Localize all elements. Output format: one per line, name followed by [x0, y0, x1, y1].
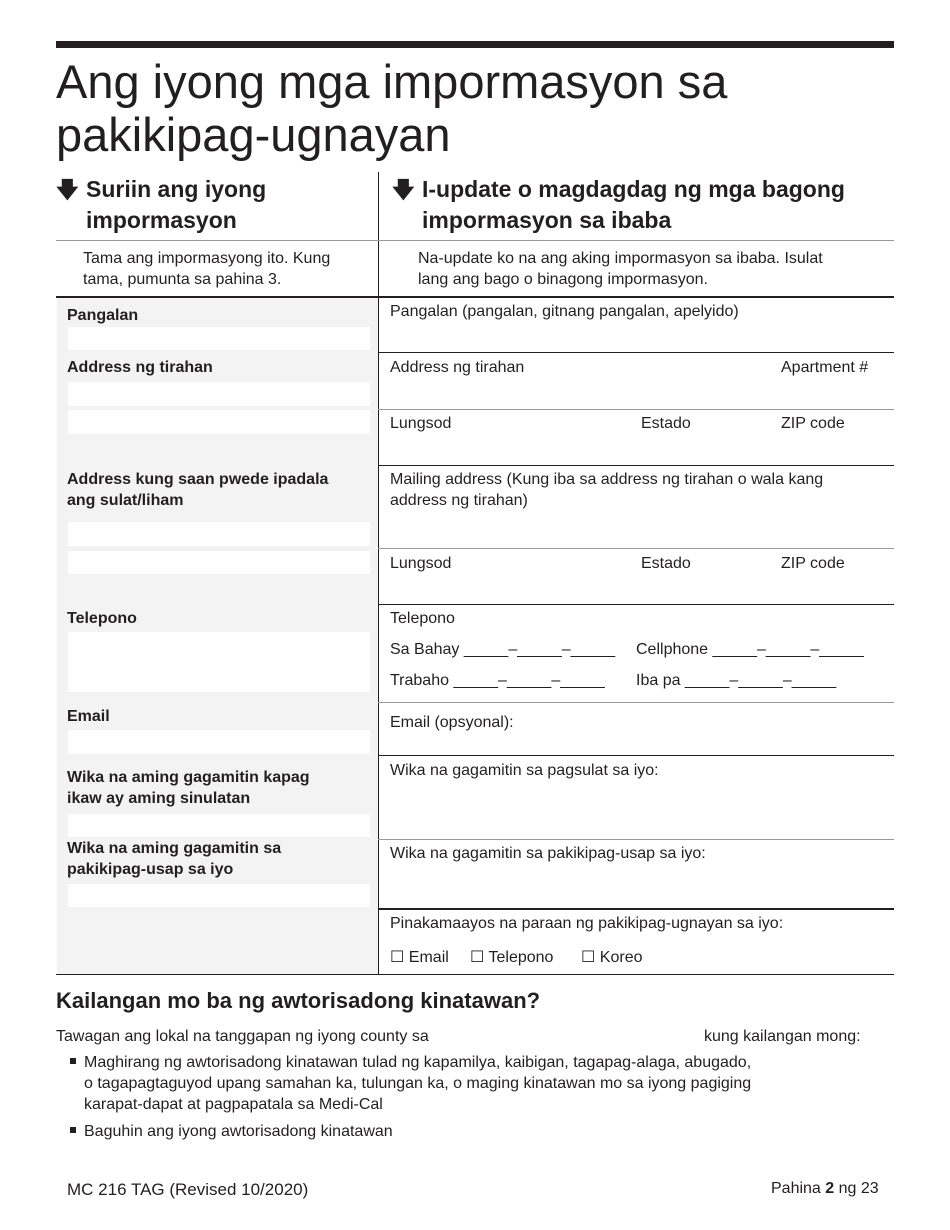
label-spoken-lang-line-1: Wika na aming gagamitin sa [67, 840, 282, 857]
contact-option-email[interactable]: ☐ Email [390, 949, 449, 966]
heading-divider [56, 240, 894, 241]
field-contact-method-label: Pinakamaayos na paraan ng pakikipag-ugnayan sa iyo: [390, 915, 784, 932]
label-mailing-line-1: Address kung saan pwede ipadala [67, 471, 329, 488]
divider [378, 755, 894, 756]
divider [378, 839, 894, 840]
right-note-line-2: lang ang bago o binagong impormasyon. [418, 271, 708, 288]
left-column-heading [56, 174, 376, 236]
current-phone-box [68, 632, 370, 692]
field-home-address-label: Address ng tirahan [390, 359, 525, 376]
field-phone-cell: Cellphone _____–_____–_____ [636, 641, 864, 658]
field-phone-work: Trabaho _____–_____–_____ [390, 672, 605, 689]
label-phone: Telepono [67, 610, 137, 627]
label-written-lang-line-1: Wika na aming gagamitin kapag [67, 769, 310, 786]
field-apartment-label: Apartment # [781, 359, 869, 376]
divider [378, 604, 894, 605]
page-mid: ng [838, 1180, 857, 1197]
label-written-lang-line-2: ikaw ay aming sinulatan [67, 790, 251, 807]
left-note-line-1: Tama ang impormasyong ito. Kung [83, 250, 331, 267]
field-mailing-line-2: address ng tirahan) [390, 492, 528, 509]
page-title-line-1: Ang iyong mga impormasyon sa [56, 55, 728, 108]
bullet-1-line-1: Maghirang ng awtorisadong kinatawan tulad ng kapamilya, kaibigan, tagapag-alaga, abugado, [84, 1054, 752, 1071]
field-city-2-label: Lungsod [390, 555, 452, 572]
bullet-1-line-3: karapat-dapat at pagpapatala sa Medi-Cal [84, 1096, 383, 1113]
page-total: 23 [860, 1180, 879, 1197]
current-address-box-2 [68, 410, 370, 434]
label-mailing-line-2: ang sulat/liham [67, 492, 184, 509]
field-name-label: Pangalan (pangalan, gitnang pangalan, apelyido) [390, 303, 739, 320]
contact-option-phone[interactable]: ☐ Telepono [470, 949, 554, 966]
label-home-address: Address ng tirahan [67, 359, 213, 376]
label-spoken-lang-line-2: pakikipag-usap sa iyo [67, 861, 234, 878]
right-column-note [418, 248, 894, 290]
arrow-down-icon: 🡇 [56, 177, 79, 202]
right-heading-line-2: impormasyon sa ibaba [422, 207, 672, 233]
field-phone-title: Telepono [390, 610, 455, 627]
form-id: MC 216 TAG (Revised 10/2020) [67, 1180, 309, 1199]
contact-option-email-label: Email [408, 949, 449, 966]
authorized-rep-heading: Kailangan mo ba ng awtorisadong kinatawan? [56, 988, 541, 1013]
current-written-language-box [68, 814, 370, 837]
field-written-language-label: Wika na gagamitin sa pagsulat sa iyo: [390, 762, 659, 779]
label-written-language [67, 767, 367, 809]
left-column-note [83, 248, 373, 290]
left-heading-line-1: Suriin ang iyong [86, 176, 267, 202]
authorized-rep-intro-left: Tawagan ang lokal na tanggapan ng iyong county sa [56, 1028, 429, 1045]
field-email-label: Email (opsyonal): [390, 714, 514, 731]
bullet-1-line-2: o tagapagtaguyod upang samahan ka, tulungan ka, o maging kinatawan mo sa iyong pagiging [84, 1075, 752, 1092]
page-title [56, 55, 896, 161]
field-city-label: Lungsod [390, 415, 452, 432]
bullet-item-change: Baguhin ang iyong awtorisadong kinatawan [84, 1123, 393, 1140]
divider [378, 908, 894, 910]
left-heading-line-2: impormasyon [86, 207, 237, 233]
divider [378, 409, 894, 410]
divider [378, 465, 894, 466]
page-prefix: Pahina [771, 1180, 821, 1197]
bullet-item-appoint [84, 1052, 884, 1115]
divider [378, 548, 894, 549]
label-email: Email [67, 708, 110, 725]
left-note-line-2: tama, pumunta sa pahina 3. [83, 271, 282, 288]
right-heading-line-1: I-update o magdagdag ng mga bagong [422, 176, 845, 202]
field-zip-2-label: ZIP code [781, 555, 845, 572]
right-note-line-1: Na-update ko na ang aking impormasyon sa ibaba. Isulat [418, 250, 823, 267]
current-address-box-1 [68, 382, 370, 406]
current-name-box [68, 327, 370, 350]
contact-option-phone-label: Telepono [488, 949, 554, 966]
divider [378, 352, 894, 353]
arrow-down-icon: 🡇 [392, 177, 415, 202]
bullet-marker [70, 1052, 85, 1073]
column-divider [378, 172, 379, 974]
current-mailing-box-2 [68, 551, 370, 574]
right-column-heading [392, 174, 892, 236]
current-email-box [68, 730, 370, 754]
bullet-marker [70, 1121, 85, 1142]
current-mailing-box-1 [68, 522, 370, 546]
field-state-2-label: Estado [641, 555, 691, 572]
label-mailing-address [67, 469, 367, 511]
field-mailing-address-label [390, 469, 890, 511]
label-spoken-language [67, 838, 367, 880]
page-title-line-2: pakikipag-ugnayan [56, 108, 451, 161]
field-zip-label: ZIP code [781, 415, 845, 432]
field-spoken-language-label: Wika na gagamitin sa pakikipag-usap sa iyo: [390, 845, 706, 862]
field-state-label: Estado [641, 415, 691, 432]
contact-option-mail-label: Koreo [599, 949, 643, 966]
divider [378, 702, 894, 703]
field-mailing-line-1: Mailing address (Kung iba sa address ng tirahan o wala kang [390, 471, 824, 488]
current-spoken-language-box [68, 884, 370, 907]
top-rule [56, 41, 894, 48]
field-phone-other: Iba pa _____–_____–_____ [636, 672, 837, 689]
field-phone-home: Sa Bahay _____–_____–_____ [390, 641, 616, 658]
page-current: 2 [825, 1180, 835, 1197]
authorized-rep-intro-right: kung kailangan mong: [704, 1028, 861, 1045]
contact-option-mail[interactable]: ☐ Koreo [581, 949, 643, 966]
label-name: Pangalan [67, 307, 139, 324]
form-bottom-rule [56, 974, 894, 975]
page-number [771, 1180, 879, 1198]
